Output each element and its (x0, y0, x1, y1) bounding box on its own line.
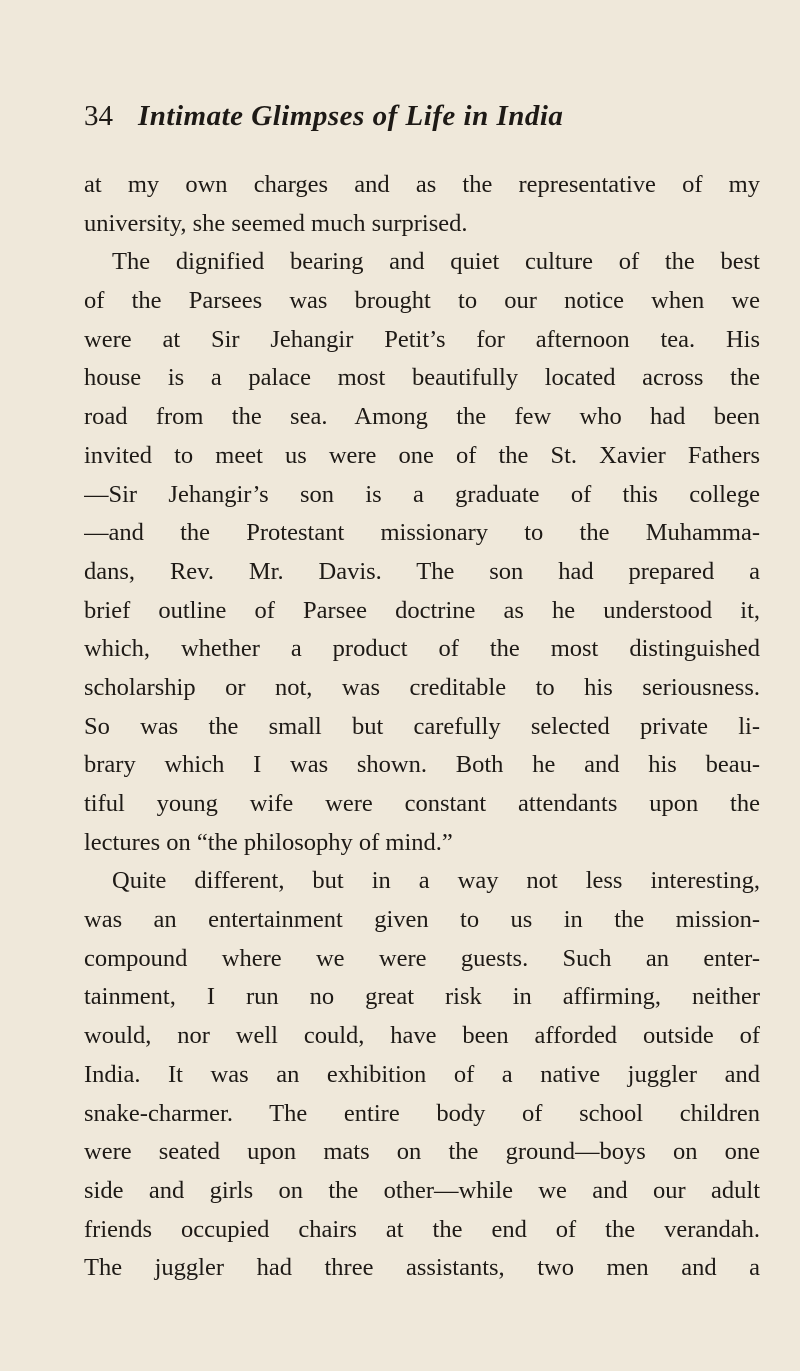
text-line: India. It was an exhibition of a native juggler and (84, 1060, 760, 1088)
text-line: So was the small but carefully selected private li- (84, 712, 760, 740)
text-line: dans, Rev. Mr. Davis. The son had prepared a (84, 557, 760, 585)
text-line: —Sir Jehangir’s son is a graduate of this college (84, 480, 760, 508)
running-title: Intimate Glimpses of Life in India (138, 100, 564, 132)
text-line: at my own charges and as the representative of my (84, 171, 760, 198)
text-line: snake-charmer. The entire body of school children (84, 1099, 760, 1127)
text-line: The juggler had three assistants, two men and a (84, 1254, 760, 1282)
text-line: —and the Protestant missionary to the Muhamma- (84, 519, 760, 547)
text-line: invited to meet us were one of the St. Xavier Fathers (84, 441, 760, 469)
text-line: The dignified bearing and quiet culture of the best (112, 248, 760, 276)
text-line: brary which I was shown. Both he and his beau- (84, 751, 760, 779)
text-line: which, whether a product of the most distinguished (84, 635, 760, 663)
text-line: side and girls on the other—while we and our adult (84, 1176, 760, 1204)
text-line: house is a palace most beautifully located across the (84, 364, 760, 392)
body-text (84, 166, 760, 1288)
text-line: were seated upon mats on the ground—boys on one (84, 1138, 760, 1166)
text-line: was an entertainment given to us in the mission- (84, 906, 760, 934)
text-line: of the Parsees was brought to our notice when we (84, 287, 760, 315)
text-line: university, she seemed much surprised. (84, 209, 468, 237)
page-number: 34 (84, 100, 113, 132)
text-line: Quite different, but in a way not less interesting, (112, 867, 760, 895)
text-line: compound where we were guests. Such an enter- (84, 944, 760, 972)
text-line: scholarship or not, was creditable to his seriousness. (84, 673, 760, 701)
text-line: brief outline of Parsee doctrine as he understood it, (84, 596, 760, 624)
text-line: tainment, I run no great risk in affirming, neither (84, 983, 760, 1011)
text-line: tiful young wife were constant attendants upon the (84, 790, 760, 817)
text-line: road from the sea. Among the few who had been (84, 403, 760, 431)
text-line: friends occupied chairs at the end of the verandah. (84, 1215, 760, 1243)
text-line: would, nor well could, have been afforded outside of (84, 1022, 760, 1050)
text-line: were at Sir Jehangir Petit’s for afternoon tea. His (84, 325, 760, 353)
text-line: lectures on “the philosophy of mind.” (84, 828, 453, 856)
